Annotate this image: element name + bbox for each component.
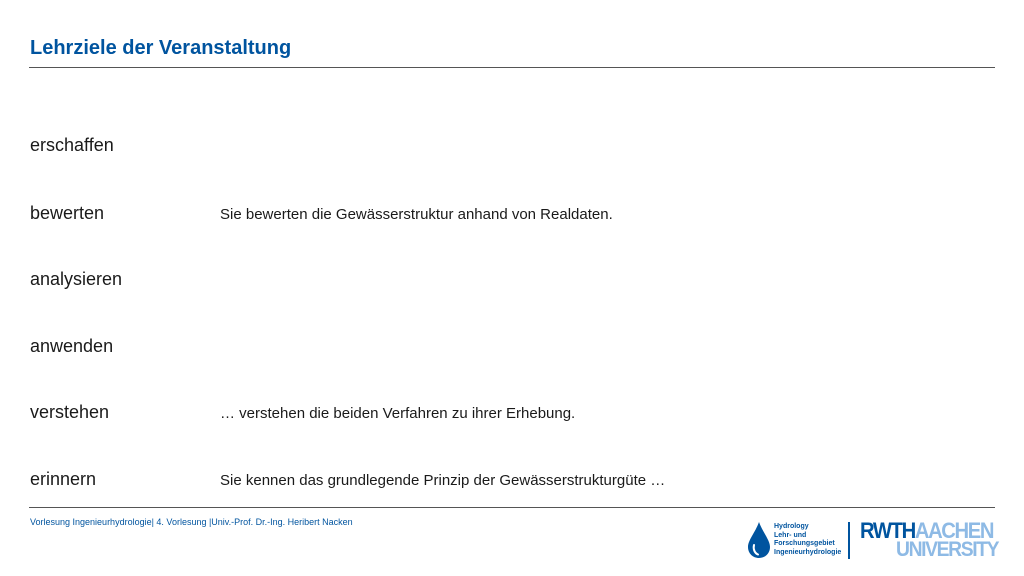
goal-verstehen: … verstehen die beiden Verfahren zu ihrer Erhebung. xyxy=(220,405,576,422)
logo-divider xyxy=(848,522,850,559)
hydrology-logo-line1: Hydrology xyxy=(774,523,809,530)
level-verstehen: verstehen xyxy=(30,402,110,422)
level-erinnern: erinnern xyxy=(30,469,97,489)
hydrology-logo-line4: Ingenieurhydrologie xyxy=(774,548,842,556)
goal-bewerten: Sie bewerten die Gewässerstruktur anhand von Realdaten. xyxy=(220,206,613,223)
level-erschaffen: erschaffen xyxy=(30,135,114,155)
level-anwenden: anwenden xyxy=(30,336,114,356)
title-divider xyxy=(29,67,995,68)
footer-divider xyxy=(29,507,995,508)
level-bewerten: bewerten xyxy=(30,203,105,223)
university-wordmark: UNIVERSITY xyxy=(896,538,999,561)
footer-text: Vorlesung Ingenieurhydrologie| 4. Vorlesung |Univ.-Prof. Dr.-Ing. Heribert Nacken xyxy=(30,517,353,527)
rwth-logo xyxy=(860,518,999,562)
rwth-wordmark: RWTH xyxy=(860,518,915,543)
hydrology-logo-line3: Forschungsgebiet xyxy=(774,540,835,547)
hydrology-logo xyxy=(747,521,847,561)
level-analysieren: analysieren xyxy=(30,269,123,289)
goal-erinnern: Sie kennen das grundlegende Prinzip der Gewässerstrukturgüte … xyxy=(220,472,666,489)
aachen-wordmark: AACHEN xyxy=(914,518,994,543)
hydrology-logo-line2: Lehr- und xyxy=(774,531,807,539)
slide-title: Lehrziele der Veranstaltung xyxy=(30,37,292,59)
water-drop-icon xyxy=(747,521,771,559)
